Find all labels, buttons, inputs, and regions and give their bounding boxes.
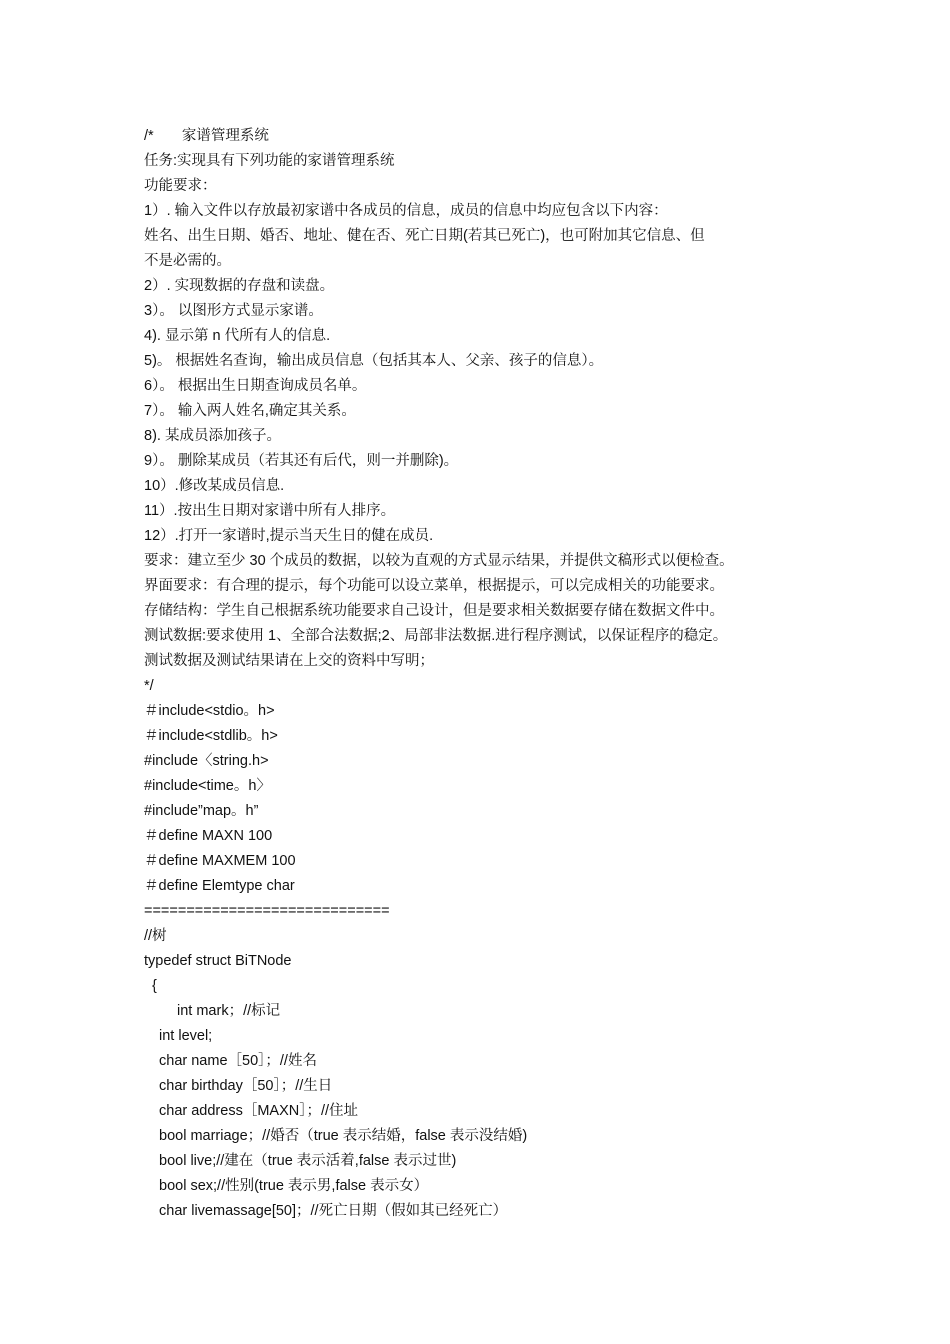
code-field-marriage: bool marriage；//婚否（true 表示结婚，false 表示没结婚): [159, 1128, 528, 1144]
code-field-address: char address［MAXN］；//住址: [159, 1103, 359, 1119]
code-define-elemtype: ＃define Elemtype char: [144, 878, 295, 894]
requirement-item-1-detail: 姓名、出生日期、婚否、地址、健在否、死亡日期(若其已死亡)，也可附加其它信息、但: [144, 228, 705, 244]
requirement-item-6: 6）。 根据出生日期查询成员名单。: [144, 378, 367, 394]
code-field-livemassage: char livemassage[50]；//死亡日期（假如其已经死亡）: [159, 1203, 508, 1219]
requirement-item-3: 3）。 以图形方式显示家谱。: [144, 303, 323, 319]
code-define-maxmem: ＃define MAXMEM 100: [144, 853, 296, 869]
code-comment-tree: //树: [144, 928, 167, 944]
data-requirement-line: 要求：建立至少 30 个成员的数据，以较为直观的方式显示结果，并提供文稿形式以便检查。: [144, 553, 734, 569]
code-typedef-struct: typedef struct BiTNode: [144, 953, 292, 969]
requirement-item-4: 4). 显示第 n 代所有人的信息.: [144, 328, 331, 344]
code-include-stdlib: ＃include<stdlib。h>: [144, 728, 278, 744]
requirement-item-7: 7）。 输入两人姓名,确定其关系。: [144, 403, 356, 419]
requirement-item-1: 1）. 输入文件以存放最初家谱中各成员的信息，成员的信息中均应包含以下内容：: [144, 203, 668, 219]
code-field-birthday: char birthday［50］；//生日: [159, 1078, 333, 1094]
document-body: [144, 124, 824, 1224]
code-separator: =============================: [144, 903, 390, 919]
code-field-sex: bool sex;//性别(true 表示男,false 表示女）: [159, 1178, 429, 1194]
code-field-live: bool live;//建在（true 表示活着,false 表示过世): [159, 1153, 457, 1169]
code-include-map: #include”map。h”: [144, 803, 259, 819]
test-results-line: 测试数据及测试结果请在上交的资料中写明；: [144, 653, 434, 669]
code-field-mark: int mark；//标记: [177, 1003, 281, 1019]
ui-requirement-line: 界面要求：有合理的提示，每个功能可以设立菜单，根据提示，可以完成相关的功能要求。: [144, 578, 724, 594]
storage-structure-line: 存储结构：学生自己根据系统功能要求自己设计，但是要求相关数据要存储在数据文件中。: [144, 603, 724, 619]
code-field-name: char name［50］；//姓名: [159, 1053, 317, 1069]
requirement-item-11: 11）.按出生日期对家谱中所有人排序。: [144, 503, 396, 519]
requirement-item-10: 10）.修改某成员信息.: [144, 478, 285, 494]
requirement-item-8: 8). 某成员添加孩子。: [144, 428, 281, 444]
code-open-brace: {: [152, 978, 157, 994]
test-data-line: 测试数据:要求使用 1、全部合法数据;2、局部非法数据.进行程序测试，以保证程序的稳定。: [144, 628, 728, 644]
requirement-item-1-detail-cont: 不是必需的。: [144, 253, 231, 269]
task-line: 任务:实现具有下列功能的家谱管理系统: [144, 153, 395, 169]
code-include-string: #include〈string.h>: [144, 753, 269, 769]
code-include-time: #include<time。h〉: [144, 778, 271, 794]
requirement-item-9: 9）。 删除某成员（若其还有后代，则一并删除)。: [144, 453, 459, 469]
code-define-maxn: ＃define MAXN 100: [144, 828, 273, 844]
requirements-heading: 功能要求：: [144, 178, 217, 194]
comment-header-line: /* 家谱管理系统: [144, 128, 269, 144]
requirement-item-5: 5)。 根据姓名查询，输出成员信息（包括其本人、父亲、孩子的信息）。: [144, 353, 604, 369]
code-field-level: int level;: [159, 1028, 213, 1044]
comment-close-line: */: [144, 678, 154, 694]
code-include-stdio: ＃include<stdio。h>: [144, 703, 275, 719]
requirement-item-2: 2）. 实现数据的存盘和读盘。: [144, 278, 335, 294]
requirement-item-12: 12）.打开一家谱时,提示当天生日的健在成员.: [144, 528, 434, 544]
